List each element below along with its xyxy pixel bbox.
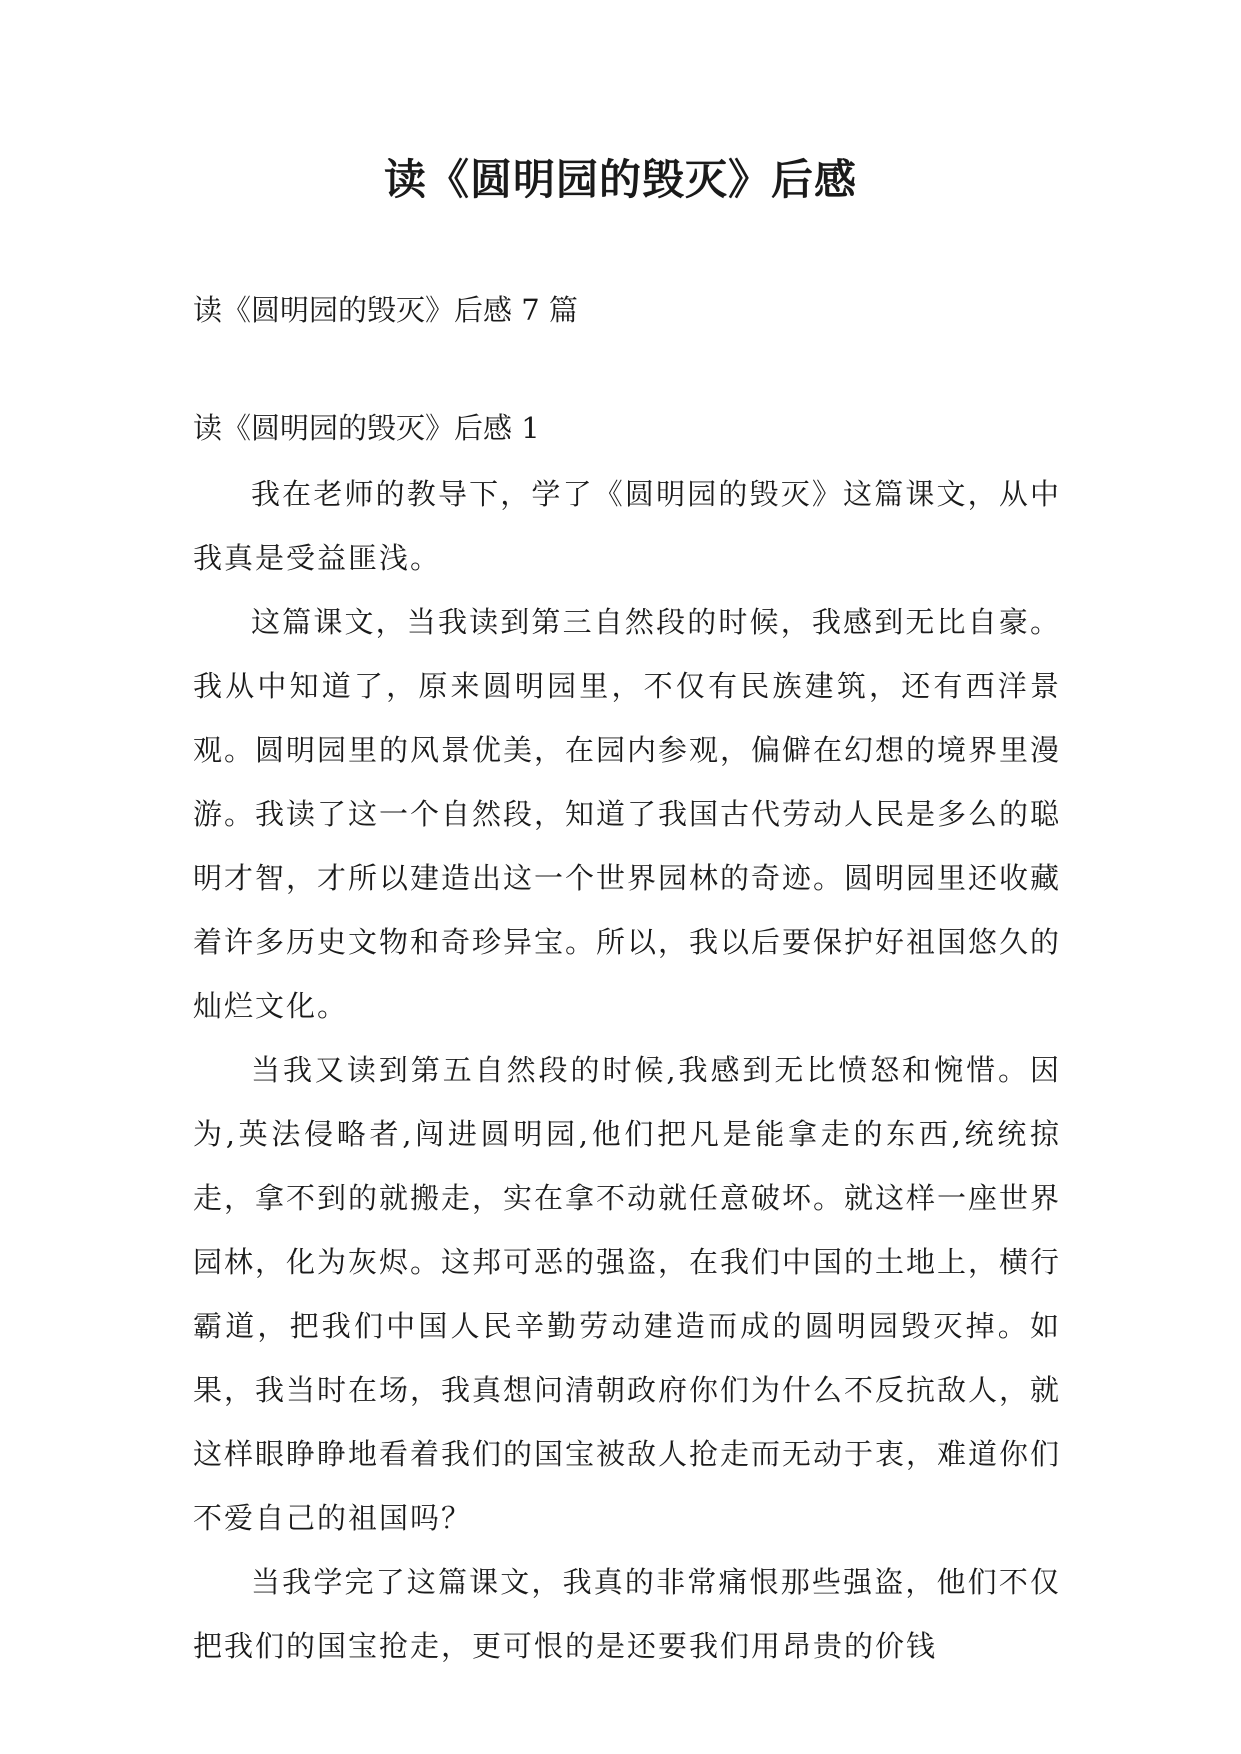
document-title: 读《圆明园的毁灭》后感 — [383, 155, 857, 204]
document-subtitle: 读《圆明园的毁灭》后感 7 篇 — [193, 293, 578, 327]
paragraph: 我在老师的教导下，学了《圆明园的毁灭》这篇课文，从中我真是受益匪浅。 — [193, 477, 1061, 575]
section-heading: 读《圆明园的毁灭》后感 1 — [193, 411, 540, 445]
paragraph: 这篇课文，当我读到第三自然段的时候，我感到无比自豪。我从中知道了，原来圆明园里，不仅有民族建筑，还有西洋景观。圆明园里的风景优美，在园内参观，偏僻在幻想的境界里漫游。我读了这一个自然段，知道了我国古代劳动人民是多么的聪明才智，才所以建造出这一个世界园林的奇迹。圆明园里还收藏着许多历史文物和奇珍异宝。所以，我以后要保护好祖国悠久的灿烂文化。 — [193, 605, 1062, 1023]
paragraph: 当我又读到第五自然段的时候,我感到无比愤怒和惋惜。因为,英法侵略者,闯进圆明园,他们把凡是能拿走的东西,统统掠走，拿不到的就搬走，实在拿不动就任意破坏。就这样一座世界园林，化为灰烬。这邦可恶的强盗，在我们中国的土地上，横行霸道，把我们中国人民辛勤劳动建造而成的圆明园毁灭掉。如果，我当时在场，我真想问清朝政府你们为什么不反抗敌人，就这样眼睁睁地看着我们的国宝被敌人抢走而无动于衷，难道你们不爱自己的祖国吗？ — [193, 1053, 1062, 1535]
paragraph: 当我学完了这篇课文，我真的非常痛恨那些强盗，他们不仅把我们的国宝抢走，更可恨的是还要我们用昂贵的价钱 — [193, 1565, 1061, 1663]
body-text — [193, 462, 1061, 1678]
